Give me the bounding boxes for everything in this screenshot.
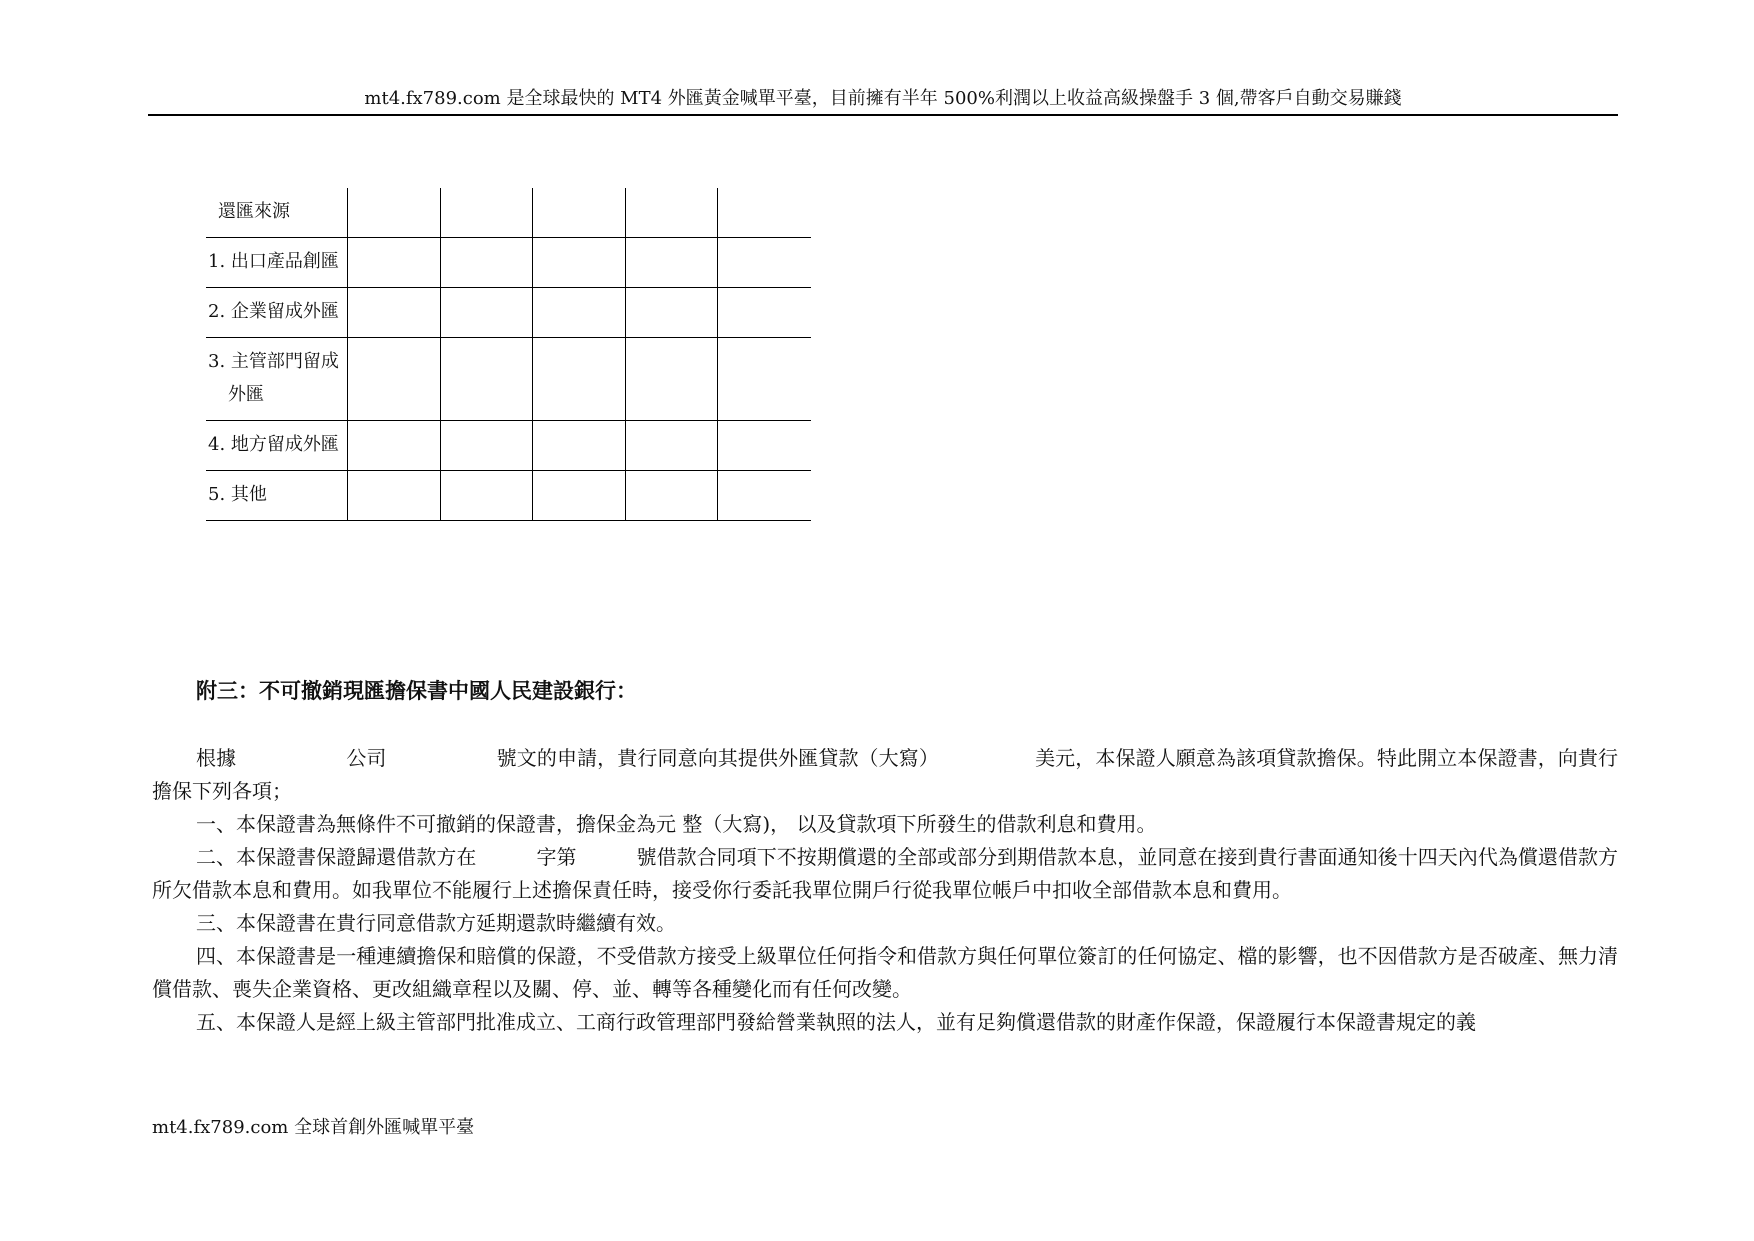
- table-row-label: 2. 企業留成外匯: [206, 288, 348, 337]
- intro-part-b: 公司: [346, 746, 387, 770]
- table-cell: [718, 188, 811, 237]
- clause-4: 四、本保證書是一種連續擔保和賠償的保證，不受借款方接受上級單位任何指令和借款方與任何單位簽訂的任何協定、檔的影響，也不因借款方是否破產、無力清償借款、喪失企業資格、更改組織章程以及關、停、並、轉等各種變化而有任何改變。: [152, 944, 1618, 1001]
- table-row: [206, 288, 811, 338]
- table-cell: [348, 238, 441, 287]
- table-cell: [626, 238, 719, 287]
- clause-2-part-c: 號借款合同項下不按期償還的全部或部分到期借款本息，並同意在接到貴行書面通知後十四天內代為償還借款方所欠借款本息和費用。如我單位不能履行上述擔保責任時，接受你行委託我單位開戶行從我單位帳戶中扣收全部借款本息和費用。: [152, 845, 1619, 902]
- page-footer: mt4.fx789.com 全球首創外匯喊單平臺: [152, 1117, 475, 1138]
- table-cell: [348, 471, 441, 520]
- table-cell: [626, 188, 719, 237]
- table-cell: [533, 421, 626, 470]
- header-rule: [148, 114, 1618, 116]
- table-cell: [441, 288, 534, 337]
- intro-part-a: 根據: [196, 746, 237, 770]
- table-cell: [441, 421, 534, 470]
- table-row-label-line1: 3. 主管部門留成: [208, 351, 339, 372]
- table-cell: [718, 288, 811, 337]
- table-cell: [626, 421, 719, 470]
- table-cell: [348, 421, 441, 470]
- table-cell: [441, 471, 534, 520]
- table-cell: [718, 471, 811, 520]
- table-row: [206, 421, 811, 471]
- table-cell: [441, 188, 534, 237]
- clause-1: 一、本保證書為無條件不可撤銷的保證書，擔保金為元 整（大寫)， 以及貸款項下所發生的借款利息和費用。: [196, 812, 1157, 836]
- table-cell: [626, 288, 719, 337]
- table-cell: [348, 188, 441, 237]
- repayment-source-table: [206, 188, 811, 521]
- intro-part-c: 號文的申請，貴行同意向其提供外匯貸款（大寫）: [496, 746, 939, 770]
- clause-3: 三、本保證書在貴行同意借款方延期還款時繼續有效。: [196, 911, 676, 935]
- table-row: [206, 471, 811, 521]
- appendix-title: 附三：不可撤銷現匯擔保書中國人民建設銀行：: [196, 679, 637, 703]
- clause-2-part-a: 二、本保證書保證歸還借款方在: [196, 845, 477, 869]
- clause-2-part-b: 字第: [536, 845, 577, 869]
- intro-part-d: 美元，本保證人願意為該項貸款擔保。特此開立本保證書，向貴行擔保下列各項；: [152, 746, 1619, 803]
- table-row: [206, 338, 811, 421]
- page-header: mt4.fx789.com 是全球最快的 MT4 外匯黃金喊單平臺，目前擁有半年 500%利潤以上收益高級操盤手 3 個,帶客戶自動交易賺錢: [364, 88, 1402, 109]
- table-cell: [533, 471, 626, 520]
- table-cell: [626, 471, 719, 520]
- table-row-label: 4. 地方留成外匯: [206, 421, 348, 470]
- table-header-row: [206, 188, 811, 238]
- clause-5: 五、本保證人是經上級主管部門批准成立、工商行政管理部門發給營業執照的法人，並有足夠償還借款的財產作保證，保證履行本保證書規定的義: [196, 1010, 1476, 1034]
- table-header-label: 還匯來源: [206, 188, 348, 237]
- guarantee-body: [152, 742, 1618, 1039]
- table-row-label: 5. 其他: [206, 471, 348, 520]
- paragraph-intro: [152, 742, 1618, 808]
- clause-2: [152, 841, 1618, 907]
- table-row-label-line2: 外匯: [228, 384, 264, 405]
- table-cell: [533, 238, 626, 287]
- table-cell: [348, 338, 441, 420]
- table-row: [206, 238, 811, 288]
- table-cell: [533, 288, 626, 337]
- table-cell: [533, 338, 626, 420]
- table-cell: [718, 338, 811, 420]
- table-cell: [533, 188, 626, 237]
- table-cell: [718, 238, 811, 287]
- table-cell: [348, 288, 441, 337]
- table-cell: [718, 421, 811, 470]
- table-row-label: [206, 338, 348, 420]
- table-cell: [626, 338, 719, 420]
- table-cell: [441, 238, 534, 287]
- table-cell: [441, 338, 534, 420]
- table-row-label: 1. 出口產品創匯: [206, 238, 348, 287]
